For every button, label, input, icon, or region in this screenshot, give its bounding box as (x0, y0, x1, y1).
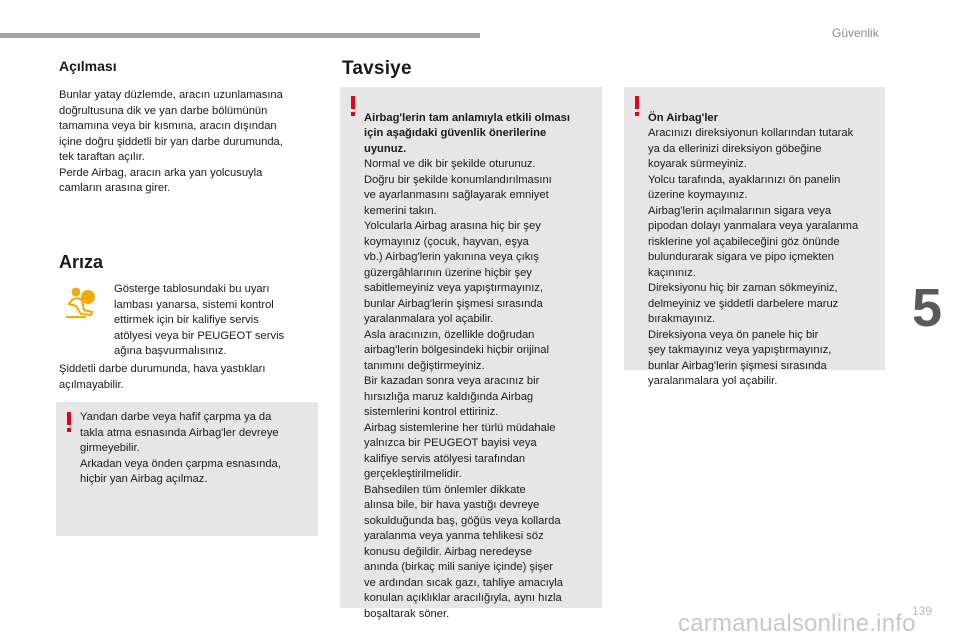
acilmasi-heading: Açılması (59, 58, 117, 74)
watermark: carmanualsonline.info (678, 610, 916, 637)
tavsiye-heading: Tavsiye (342, 58, 412, 79)
front-airbag-text: Aracınızı direksiyonun kollarından tutarak ya da ellerinizi direksiyon göbeğine koyarak sürmeyiniz. Yolcu tarafında, ayaklarınızı ön panelin üzerine koymayınız. Airbag'lerin açılmalarının sigara veya pipodan dolayı yanmalara veya yaralanma risklerine yol açabileceğini göz önünde bulundurarak sigara ve pipo içmekten kaçınınız. Direksiyonu hiç bir zaman sökmeyiniz, delmeyiniz ve şiddetli darbelere maruz bırakmayınız. Direksiyona veya ön panele hiç bir şey takmayınız veya yapıştırmayınız, bunlar Airbag'lerin şişmesi sırasında yaralanmalara yol açabilir. (648, 127, 859, 387)
ariza-text-2: Şiddetli darbe durumunda, hava yastıkları açılmayabilir. (59, 363, 266, 391)
warning-exclamation-icon (65, 412, 73, 432)
ariza-text: Gösterge tablosundaki bu uyarı lambası yanarsa, sistemi kontrol ettirmek için bir kalifiye servis atölyesi veya bir PEUGEOT servis ağına başvurmalısınız. (114, 283, 285, 357)
side-airbag-warning-text: Yandan darbe veya hafif çarpma ya da takla atma esnasında Airbag'ler devreye girmeyebilir. Arkadan veya önden çarpma esnasında, hiçbir yan Airbag açılmaz. (80, 411, 281, 485)
warning-exclamation-icon (349, 96, 357, 116)
front-airbag-heading: Ön Airbag'ler (648, 111, 719, 124)
safety-advice-heading: Airbag'lerin tam anlamıyla etkili olması için aşağıdaki güvenlik önerilerine uyunuz. (364, 111, 570, 155)
safety-advice-content (364, 95, 598, 638)
safety-advice-text: Normal ve dik bir şekilde oturunuz. Doğru bir şekilde konumlandırılmasını ve ayarlanmasını sağlayarak emniyet kemerini takın. Yolcularla Airbag arasına hiç bir şey koymayınız (çocuk, hayvan, eşya vb.) Airbag'lerin yakınına veya çıkış güzergâhlarının üzerine hiçbir şey sabitlemeyiniz veya yapıştırmayınız, bunlar Airbag'lerin şişmesi sırasında yaralanmalara yol açabilir. Asla aracınızın, özellikle doğrudan airbag'lerin bölgesindeki hiçbir orijinal tanımını değiştirmeyiniz. Bir kazadan sonra veya aracınız bir hırsızlığa maruz kaldığında Airbag sistemlerini kontrol ettiriniz. Airbag sistemlerine her türlü müdahale yalnızca bir PEUGEOT bayisi veya kalifiye servis atölyesi tarafından gerçekleştirilmelidir. Bahsedilen tüm önlemler dikkate alınsa bile, bir hava yastığı devreye sokulduğunda baş, göğüs veya kollarda yaralanma veya yanma tehlikesi söz konusu değildir. Airbag neredeyse anında (birkaç mili saniye içinde) şişer ve ardından sıcak gazı, tahliye amacıyla konulan açıklıklar aracılığıyla, aynı hızla boşaltarak söner. (364, 158, 563, 620)
front-airbag-box (624, 87, 885, 387)
side-airbag-warning-box (56, 402, 318, 536)
safety-advice-box (340, 87, 602, 620)
warning-exclamation-icon (633, 96, 641, 116)
chapter-number: 5 (911, 278, 943, 338)
front-airbag-content (648, 95, 880, 405)
ariza-heading: Arıza (59, 252, 104, 272)
section-label: Güvenlik (832, 26, 879, 40)
acilmasi-text: Bunlar yatay düzlemde, aracın uzunlamasına doğrultusuna dik ve yan darbe bölümünün tamamına veya bir kısmına, aracın dışından içine doğru şiddetli bir yan darbe durumunda, tek taraftan açılır. Perde Airbag, aracın arka yan yolcusuyla camların arasına girer. (59, 89, 283, 194)
page-number: 139 (912, 604, 933, 618)
airbag-warning-light-icon (64, 284, 98, 320)
header-accent-bar (0, 33, 480, 38)
